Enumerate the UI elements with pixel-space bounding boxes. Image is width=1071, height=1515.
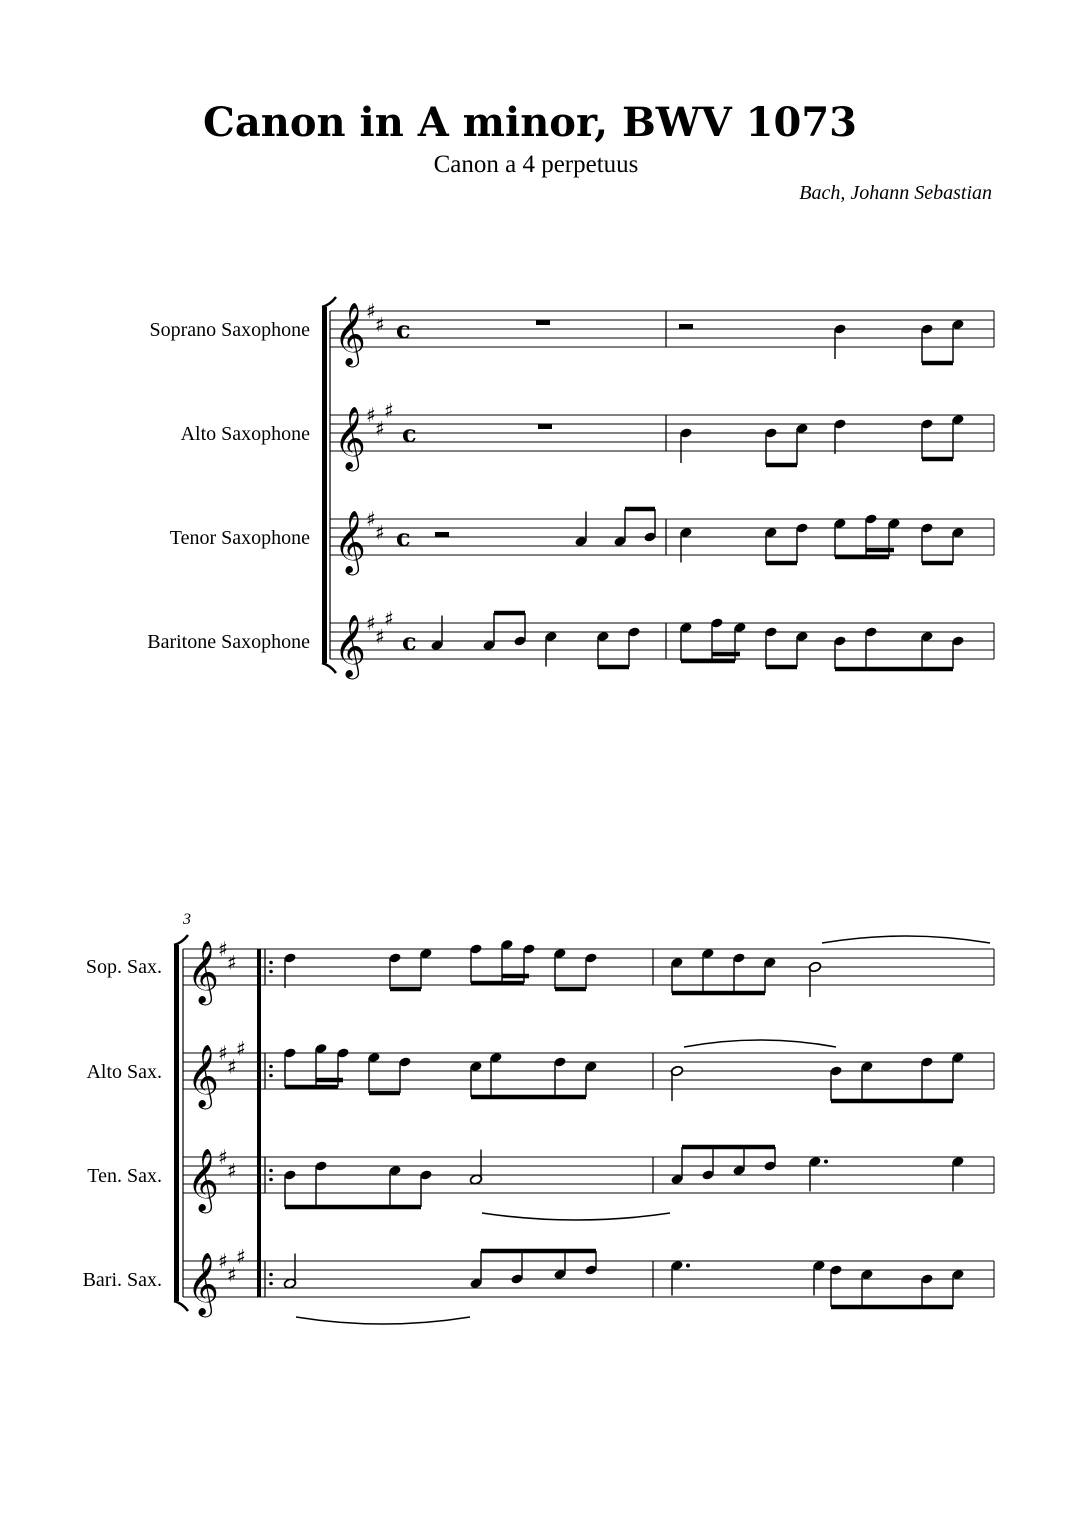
half-rest-icon xyxy=(435,532,449,537)
treble-clef-icon: 𝄞 xyxy=(187,1148,219,1211)
sharp-icon: ♯ xyxy=(227,1262,237,1287)
sharp-icon: ♯ xyxy=(218,1041,228,1065)
repeat-dot xyxy=(269,1273,273,1277)
treble-clef-icon: 𝄞 xyxy=(334,510,366,573)
tie xyxy=(822,936,990,943)
treble-clef-icon: 𝄞 xyxy=(187,1044,219,1107)
treble-clef-icon: 𝄞 xyxy=(187,940,219,1003)
system-bracket xyxy=(174,1301,188,1311)
system-bracket xyxy=(174,935,188,945)
system-bracket xyxy=(174,945,179,1301)
instrument-name-tenor: Tenor Saxophone xyxy=(169,527,310,549)
sharp-icon: ♯ xyxy=(236,1036,246,1061)
augmentation-dot xyxy=(824,1160,828,1164)
sharp-icon: ♯ xyxy=(227,1158,237,1183)
time-signature: c xyxy=(402,419,417,448)
repeat-dot xyxy=(269,1178,273,1182)
sharp-icon: ♯ xyxy=(366,403,376,427)
sharp-icon: ♯ xyxy=(375,416,385,441)
piece-title: Canon in A minor, BWV 1073 xyxy=(202,99,858,146)
repeat-dot xyxy=(269,1074,273,1078)
repeat-dot xyxy=(269,961,273,965)
tie xyxy=(684,1040,836,1047)
system-bracket xyxy=(322,307,327,663)
whole-rest-icon xyxy=(536,320,550,325)
sharp-icon: ♯ xyxy=(218,1249,228,1273)
composer-name: Bach, Johann Sebastian xyxy=(799,182,992,204)
sharp-icon: ♯ xyxy=(227,1054,237,1079)
treble-clef-icon: 𝄞 xyxy=(334,614,366,677)
instrument-name-baritone: Baritone Saxophone xyxy=(147,631,310,653)
instrument-name-tenor-short: Ten. Sax. xyxy=(87,1165,162,1187)
instrument-name-soprano: Soprano Saxophone xyxy=(149,319,310,341)
sharp-icon: ♯ xyxy=(375,312,385,337)
sharp-icon: ♯ xyxy=(366,611,376,635)
measure-number: 3 xyxy=(183,911,191,928)
treble-clef-icon: 𝄞 xyxy=(334,406,366,469)
sharp-icon: ♯ xyxy=(366,507,376,531)
instrument-name-alto: Alto Saxophone xyxy=(180,423,310,445)
instrument-name-baritone-short: Bari. Sax. xyxy=(82,1269,162,1291)
sharp-icon: ♯ xyxy=(227,950,237,975)
sharp-icon: ♯ xyxy=(384,606,394,631)
repeat-dot xyxy=(269,1282,273,1286)
tie xyxy=(482,1213,670,1220)
instrument-name-alto-short: Alto Sax. xyxy=(86,1061,162,1083)
repeat-dot xyxy=(269,970,273,974)
sharp-icon: ♯ xyxy=(375,624,385,649)
augmentation-dot xyxy=(686,1264,690,1268)
system-1 xyxy=(147,297,994,680)
instrument-name-soprano-short: Sop. Sax. xyxy=(85,956,162,978)
time-signature: c xyxy=(402,627,417,656)
treble-clef-icon: 𝄞 xyxy=(187,1252,219,1315)
whole-rest-icon xyxy=(538,424,552,429)
repeat-dot xyxy=(269,1169,273,1173)
repeat-dot xyxy=(269,1065,273,1069)
tie xyxy=(296,1317,470,1324)
half-rest-icon xyxy=(679,324,693,329)
sharp-icon: ♯ xyxy=(218,1145,228,1169)
treble-clef-icon: 𝄞 xyxy=(334,302,366,365)
sharp-icon: ♯ xyxy=(384,398,394,423)
sharp-icon: ♯ xyxy=(236,1244,246,1269)
sharp-icon: ♯ xyxy=(218,937,228,961)
time-signature: c xyxy=(396,315,411,344)
time-signature: c xyxy=(396,523,411,552)
system-2 xyxy=(83,911,994,1324)
sharp-icon: ♯ xyxy=(375,520,385,545)
sharp-icon: ♯ xyxy=(366,299,376,323)
piece-subtitle: Canon a 4 perpetuus xyxy=(433,151,639,178)
